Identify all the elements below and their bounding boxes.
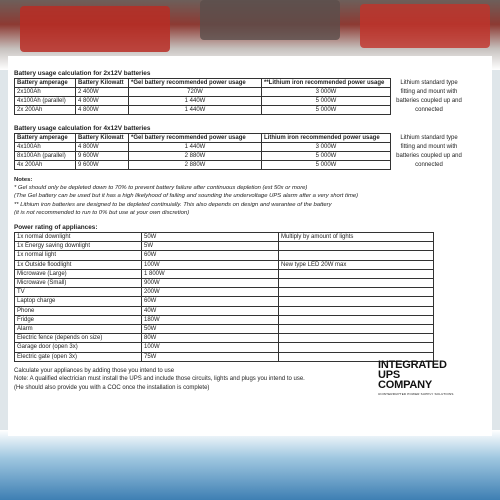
table-row — [15, 352, 434, 361]
table-row — [15, 288, 434, 297]
power-title: Power rating of appliances: — [14, 224, 98, 232]
footer-line: (He should also provide you with a COC once the installation is complete) — [14, 385, 210, 392]
logo-tagline: UNINTERRUPTED POWER SUPPLY SOLUTIONS — [378, 392, 454, 396]
table-row — [15, 260, 434, 269]
note-line: * Gel should only be depleted down to 70% to prevent battery failure after continuous depletion (est 50x or more) — [14, 185, 308, 192]
table-row — [15, 306, 434, 315]
appliance-note — [279, 269, 434, 278]
cell: 4 800W — [76, 143, 129, 152]
logo-line2: UPS — [378, 369, 401, 381]
cell: 2 880W — [129, 152, 262, 161]
cell: 2x 200Ah — [15, 106, 76, 115]
appliance-note — [279, 297, 434, 306]
logo-line3: COMPANY — [378, 379, 433, 391]
cell: 5 000W — [262, 152, 391, 161]
header-cell: *Gel battery recommended power usage — [129, 79, 262, 88]
appliance-wattage: 900W — [142, 279, 279, 288]
cell: 2 880W — [129, 161, 262, 170]
appliance-note — [279, 315, 434, 324]
appliance-name: 1x normal light — [15, 251, 142, 260]
appliance-note — [279, 325, 434, 334]
appliance-note — [279, 251, 434, 260]
notes-section — [14, 176, 484, 217]
appliance-note — [279, 279, 434, 288]
appliance-wattage: 40W — [142, 306, 279, 315]
company-logo — [378, 360, 458, 416]
appliance-wattage: 75W — [142, 352, 279, 361]
cell: 8x100Ah (parallel) — [15, 152, 76, 161]
table1-title: Battery usage calculation for 2x12V batteries — [14, 70, 151, 77]
battery-table-4x12v — [14, 133, 467, 170]
logo-line1: INTEGRATED — [378, 359, 447, 371]
table-row — [15, 334, 434, 343]
table-row — [15, 325, 434, 334]
cell: 4x 200Ah — [15, 161, 76, 170]
header-cell: Battery amperage — [15, 79, 76, 88]
appliance-name: 1x Energy saving downlight — [15, 242, 142, 251]
cell: 720W — [129, 88, 262, 97]
background-bottom — [0, 430, 500, 500]
appliance-power-table — [14, 232, 434, 362]
table-row — [15, 269, 434, 278]
footer-line: Note: A qualified electrician must install the UPS and include those circuits, lights and plugs you intend to use. — [14, 376, 305, 383]
table-row — [15, 343, 434, 352]
appliance-wattage: 1 800W — [142, 269, 279, 278]
cell: 2x100Ah — [15, 88, 76, 97]
table-row — [15, 233, 434, 242]
appliance-wattage: 200W — [142, 288, 279, 297]
header-cell: **Lithium iron recommended power usage — [262, 79, 391, 88]
appliance-note — [279, 242, 434, 251]
appliance-note — [279, 306, 434, 315]
appliance-wattage: 60W — [142, 297, 279, 306]
note-line: (it is not recommended to run to 0% but use at your own discretion) — [14, 209, 190, 216]
appliance-note: Multiply by amount of lights — [279, 233, 434, 242]
table2-title: Battery usage calculation for 4x12V batteries — [14, 125, 151, 132]
appliance-name: Electric fence (depends on size) — [15, 334, 142, 343]
cell: 5 000W — [262, 161, 391, 170]
cell: 3 000W — [262, 88, 391, 97]
appliance-wattage: 5W — [142, 242, 279, 251]
table-row — [15, 297, 434, 306]
cell: 1 440W — [129, 97, 262, 106]
appliance-name: Phone — [15, 306, 142, 315]
appliance-name: Laptop charge — [15, 297, 142, 306]
header-cell: Lithium iron recommended power usage — [262, 134, 391, 143]
battery-photo-1 — [20, 6, 170, 52]
cell: 4 800W — [76, 106, 129, 115]
appliance-note — [279, 334, 434, 343]
appliance-name: TV — [15, 288, 142, 297]
note-line: ** Lithium iron batteries are designed to be depleted continuially. This also depends on design and warantee of the battery — [14, 201, 332, 208]
cell: 4x100Ah (parallel) — [15, 97, 76, 106]
header-cell: Battery amperage — [15, 134, 76, 143]
appliance-wattage: 50W — [142, 233, 279, 242]
appliance-name: Alarm — [15, 325, 142, 334]
appliance-wattage: 80W — [142, 334, 279, 343]
appliance-wattage: 180W — [142, 315, 279, 324]
cell: 1 440W — [129, 106, 262, 115]
battery-photo-3 — [360, 4, 490, 48]
cell: 9 600W — [76, 161, 129, 170]
side-note: Lithium standard type fitting and mount with batteries coupled up and connected — [396, 79, 462, 113]
table-header-row — [15, 79, 468, 88]
note-line: (The Gel battery can be used but it has a high likelyhood of failing and sounding the undervoltage UPS alarm after a very short time) — [14, 193, 359, 200]
battery-photo-2 — [200, 0, 340, 40]
table-row — [15, 242, 434, 251]
table-header-row — [15, 134, 468, 143]
cell: 4 800W — [76, 97, 129, 106]
header-cell: *Gel battery recommended power usage — [129, 134, 262, 143]
cell: 2 400W — [76, 88, 129, 97]
appliance-name: Electric gate (open 3x) — [15, 352, 142, 361]
table-row — [15, 279, 434, 288]
cell: 3 000W — [262, 143, 391, 152]
cell: 9 600W — [76, 152, 129, 161]
table-row — [15, 315, 434, 324]
header-cell: Battery Kilowatt — [76, 134, 129, 143]
appliance-note — [279, 288, 434, 297]
header-cell: Battery Kilowatt — [76, 79, 129, 88]
notes-label: Notes: — [14, 177, 33, 183]
appliance-name: Microwave (Small) — [15, 279, 142, 288]
footer-line: Calculate your appliances by adding those you intend to use — [14, 367, 175, 374]
cell: 4x100Ah — [15, 143, 76, 152]
appliance-note — [279, 343, 434, 352]
side-note: Lithium standard type fitting and mount with batteries coupled up and connected — [396, 134, 462, 168]
cell: 1 440W — [129, 143, 262, 152]
appliance-note: New type LED 20W max — [279, 260, 434, 269]
appliance-wattage: 60W — [142, 251, 279, 260]
cell: 5 000W — [262, 97, 391, 106]
appliance-wattage: 100W — [142, 343, 279, 352]
appliance-name: 1x Outside floodlight — [15, 260, 142, 269]
appliance-name: Garage door (open 3x) — [15, 343, 142, 352]
appliance-wattage: 100W — [142, 260, 279, 269]
appliance-name: 1x normal downlight — [15, 233, 142, 242]
document-content — [14, 70, 484, 393]
table-row — [15, 251, 434, 260]
cell: 5 000W — [262, 106, 391, 115]
appliance-wattage: 50W — [142, 325, 279, 334]
appliance-name: Fridge — [15, 315, 142, 324]
battery-table-2x12v — [14, 78, 467, 115]
appliance-name: Microwave (Large) — [15, 269, 142, 278]
